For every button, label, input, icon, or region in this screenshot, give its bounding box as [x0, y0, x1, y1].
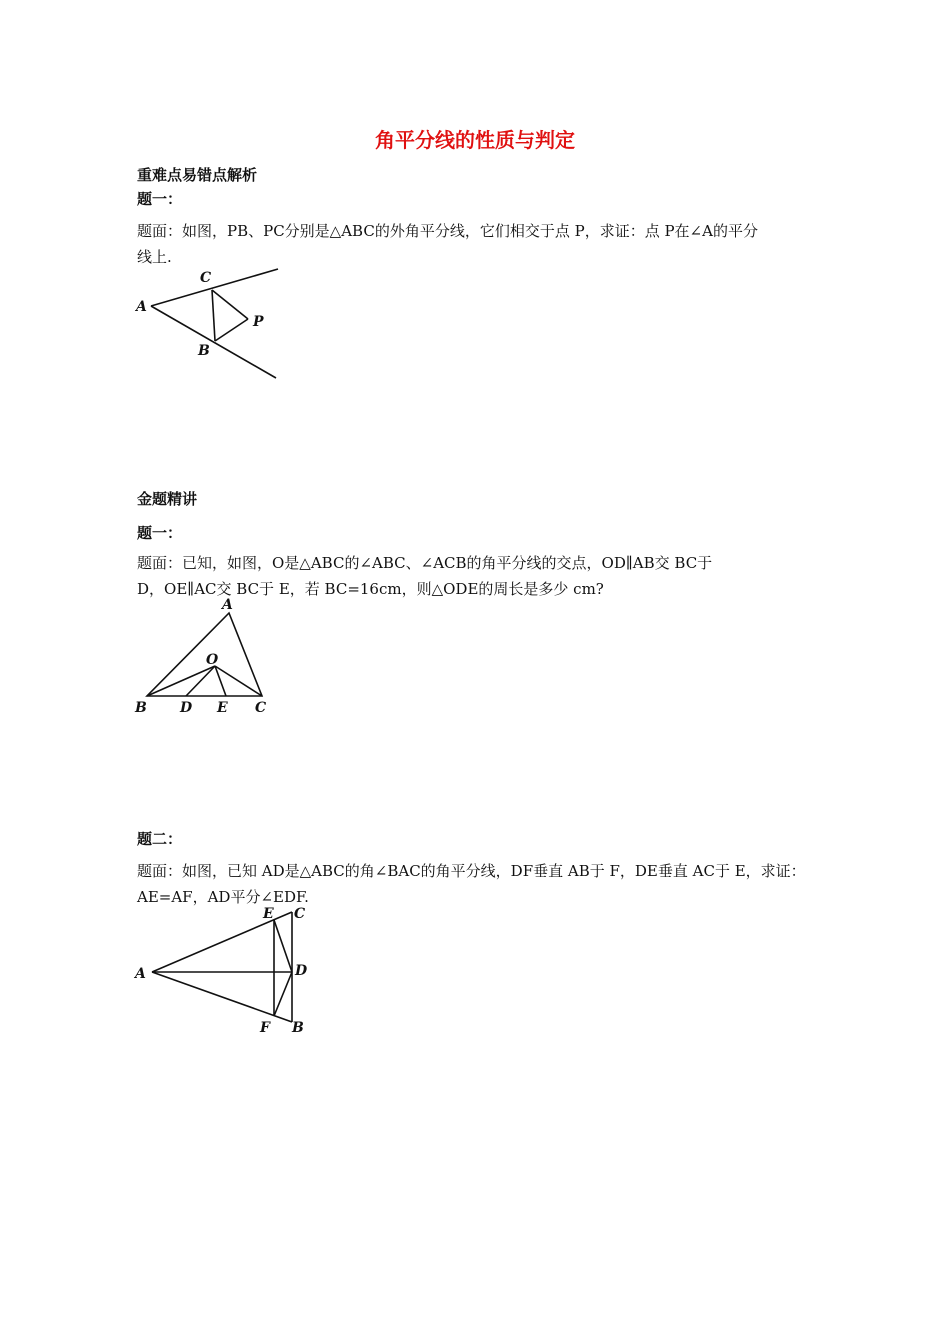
- problem-label-1: 题一：: [137, 190, 183, 208]
- point-label-d: D: [180, 700, 193, 716]
- problem-label-2: 题一：: [137, 524, 183, 542]
- triangle-abc: [147, 613, 262, 696]
- point-label-e: E: [217, 700, 228, 716]
- segment-co: [215, 666, 262, 696]
- page-title: 角平分线的性质与判定: [375, 128, 575, 152]
- figure-external-bisectors: [130, 262, 290, 386]
- figure-incenter-triangle: [130, 596, 280, 720]
- section-heading-analysis: 重难点易错点解析: [137, 166, 258, 184]
- section-heading-lectures: 金题精讲: [137, 490, 198, 508]
- point-label-b: B: [198, 343, 210, 359]
- figure-angle-bisector: [130, 900, 320, 1040]
- segment-bp: [215, 319, 248, 341]
- point-label-b: B: [135, 700, 147, 716]
- point-label-d: D: [295, 963, 308, 979]
- problem-text-line: 题面：如图，PB、PC分别是△ABC的外角平分线，它们相交于点 P，求证：点 P在∠A的平分: [137, 222, 758, 240]
- problem-text-line: D，OE∥AC交 BC于 E，若 BC=16cm，则△ODE的周长是多少 cm?: [137, 580, 604, 598]
- point-label-p: P: [253, 314, 264, 330]
- problem-text-2: [137, 550, 817, 602]
- point-label-c: C: [255, 700, 267, 716]
- segment-bo: [147, 666, 215, 696]
- point-label-a: A: [135, 966, 146, 982]
- problem-text-line: 题面：如图，已知 AD是△ABC的角∠BAC的角平分线，DF垂直 AB于 F，DE垂直 AC于 E，求证：: [137, 862, 806, 880]
- segment-od: [186, 666, 215, 696]
- problem-text-line: AE=AF，AD平分∠EDF.: [137, 888, 309, 906]
- segment-df: [274, 972, 292, 1016]
- segment-cp: [212, 290, 248, 319]
- point-label-o: O: [206, 652, 219, 668]
- segment-de: [274, 920, 292, 972]
- problem-text-line: 线上.: [137, 248, 172, 266]
- point-label-c: C: [294, 906, 306, 922]
- problem-text-line: 题面：已知，如图，O是△ABC的∠ABC、∠ACB的角平分线的交点，OD∥AB交 BC于: [137, 554, 713, 572]
- segment-bc: [212, 290, 215, 341]
- point-label-a: A: [222, 597, 233, 613]
- segment-ab: [152, 972, 292, 1022]
- ray-ac: [151, 269, 278, 306]
- point-label-e: E: [263, 906, 274, 922]
- point-label-a: A: [136, 299, 147, 315]
- segment-oe: [215, 666, 226, 696]
- point-label-b: B: [292, 1020, 304, 1036]
- point-label-f: F: [260, 1020, 270, 1036]
- problem-label-3: 题二：: [137, 830, 183, 848]
- point-label-c: C: [200, 270, 212, 286]
